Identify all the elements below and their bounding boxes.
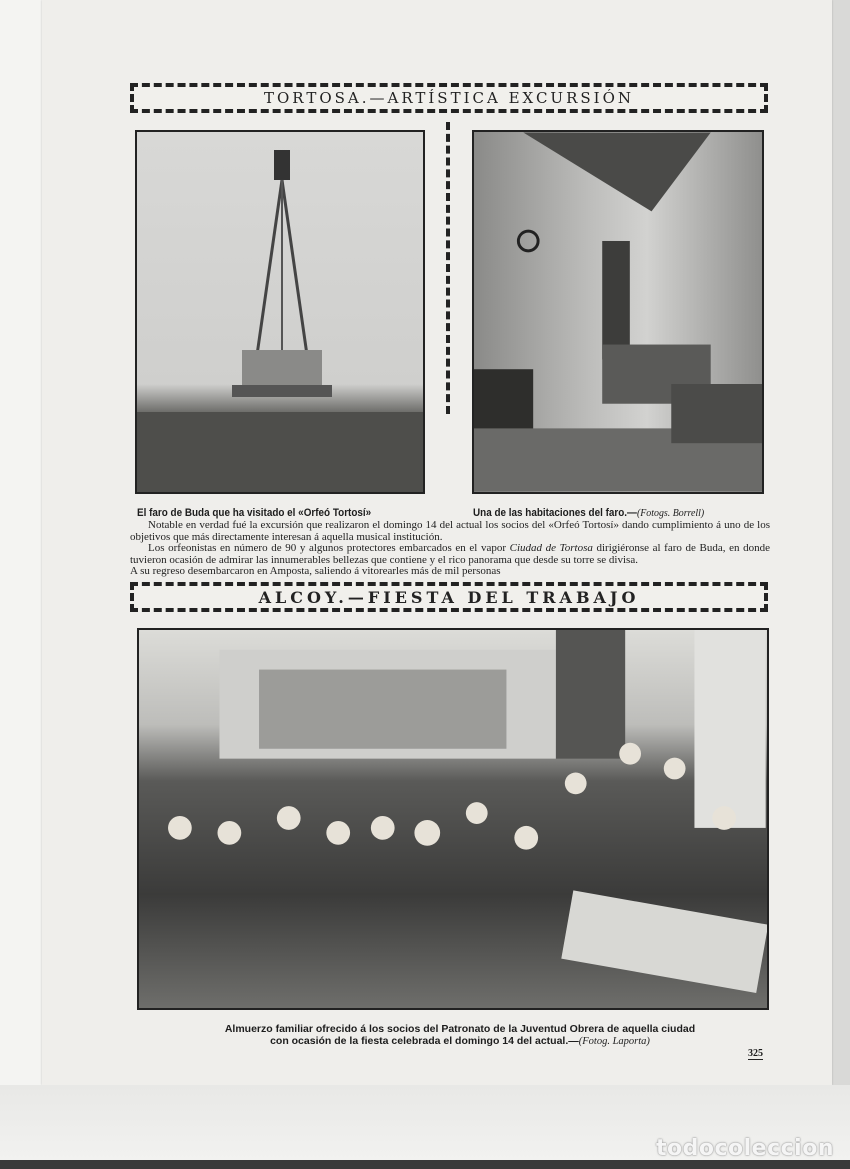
photo-credit: (Fotogs. Borrell): [636, 507, 705, 519]
room-interior-icon: [474, 132, 762, 492]
paragraph: Notable en verdad fué la excursión que realizaron el domingo 14 del actual los socios del «Orfeó Tortosí» dando cumplimiento á uno de los objetivos que más directamente interesan á aquella musical institución.: [130, 519, 770, 543]
caption-line-2: [180, 1035, 740, 1048]
bottom-bar: [0, 1160, 850, 1169]
ground: [137, 412, 423, 492]
lighthouse-photo: [135, 130, 425, 494]
article-body: [130, 520, 770, 578]
paragraph: [130, 543, 770, 566]
photo-caption-right: [473, 507, 704, 519]
page-number: 325: [748, 1048, 763, 1059]
caption-text: Una de las habitaciones del faro.—: [473, 507, 637, 519]
group-photo-caption: [180, 1023, 740, 1048]
left-margin: [0, 0, 42, 1169]
lighthouse-tower-icon: [232, 150, 332, 420]
section-header-tortosa: [130, 83, 768, 113]
column-divider: [446, 122, 450, 414]
caption-text: con ocasión de la fiesta celebrada el domingo 14 del actual.—: [270, 1035, 579, 1047]
text: Los orfeonistas en número de 90 y algunos protectores embarcados en el vapor: [148, 542, 510, 554]
crowd-scene-icon: [139, 630, 767, 1008]
paragraph: A su regreso desembarcaron en Amposta, saliendo á vitorearles más de mil personas: [130, 565, 501, 577]
ship-name: Ciudad de Tortosa: [509, 542, 593, 554]
group-lunch-photo: [137, 628, 769, 1010]
caption-line-1: Almuerzo familiar ofrecido á los socios del Patronato de la Juventud Obrera de aquella ciudad: [224, 1023, 696, 1035]
section-title: ALCOY.—FIESTA DEL TRABAJO: [258, 587, 640, 607]
section-title: TORTOSA.—ARTÍSTICA EXCURSIÓN: [264, 89, 634, 107]
watermark: todocoleccion: [655, 1136, 834, 1161]
section-header-alcoy: [130, 582, 768, 612]
lighthouse-room-photo: [472, 130, 764, 494]
photo-caption-left: El faro de Buda que ha visitado el «Orfeó Tortosí»: [137, 507, 372, 519]
photo-credit: (Fotog. Laporta): [578, 1036, 650, 1047]
text: dirigiéronse al faro de Buda, en donde tuvieron ocasión de admirar las innumerables bellezas que contiene y el rico panorama que desde su torre se divisa.: [130, 542, 770, 566]
